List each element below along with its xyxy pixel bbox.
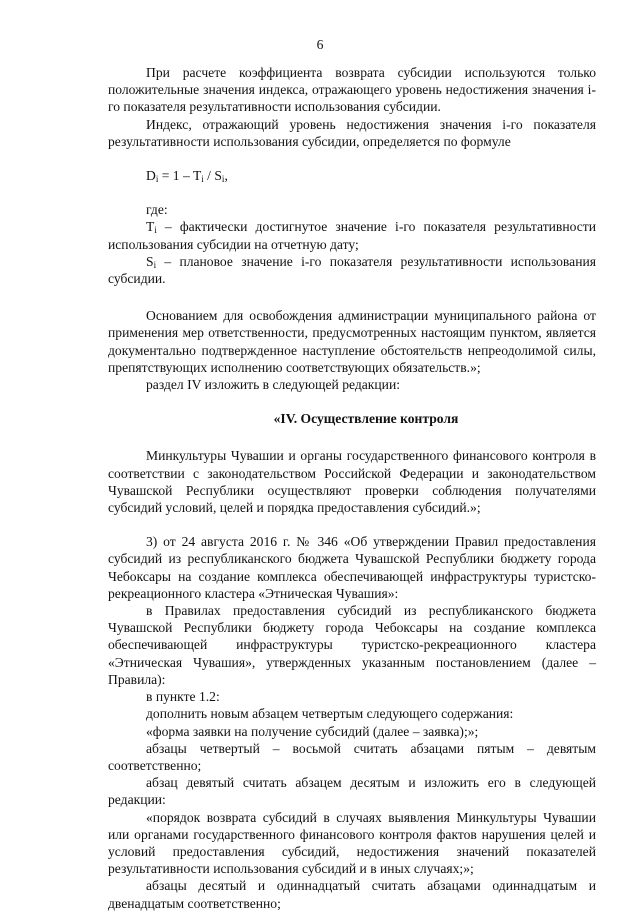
formula-end: , [224, 168, 228, 184]
spacer [108, 287, 596, 307]
paragraph: «порядок возврата субсидий в случаях выявления Минкультуры Чувашии или органами государственного финансового контроля фактов нарушения целей и условий предоставления субсидий, недостижения значений показателей результативности использования субсидий и в иных случаях;»; [108, 809, 596, 877]
paragraph: дополнить новым абзацем четвертым следующего содержания: [146, 706, 514, 722]
paragraph: Индекс, отражающий уровень недостижения значения i-го показателя результативности использования субсидии, определяется по формуле [108, 116, 596, 149]
formula-sub: i [201, 174, 204, 185]
definition-text: – фактически достигнутое значение i-го показателя результативности использования субсидии на отчетную дату; [108, 219, 596, 252]
spacer [108, 184, 596, 201]
spacer [108, 516, 596, 533]
formula-sep: / S [203, 168, 222, 184]
paragraph: абзацы десятый и одиннадцатый считать абзацами одиннадцатым и двенадцатым соответственно; [108, 878, 596, 911]
spacer [108, 393, 596, 410]
paragraph: в Правилах предоставления субсидий из республиканского бюджета Чувашской Республики бюджету города Чебоксары на создание комплекса обеспечивающей инфраструктуры туристско-рекреационного кластера «Этническая Чувашия», утвержденных указанным постановлением (далее – Правила): [108, 603, 596, 687]
paragraph: При расчете коэффициента возврата субсидии используются только положительные значения индекса, отражающего уровень недостижения значения i-го показателя результативности использования субсидии. [108, 65, 596, 115]
spacer [108, 150, 596, 167]
paragraph: 3) от 24 августа 2016 г. № 346 «Об утверждении Правил предоставления субсидий из республиканского бюджета Чувашской Республики бюджету города Чебоксары на создание комплекса обеспечивающей инфраструктуры туристско-рекреационного кластера «Этническая Чувашия»: [108, 534, 596, 601]
symbol: S [146, 253, 154, 269]
symbol: T [146, 219, 155, 235]
paragraph: абзацы четвертый – восьмой считать абзацами пятым – девятым соответственно; [108, 740, 596, 773]
paragraph: раздел IV изложить в следующей редакции: [146, 377, 401, 393]
paragraph: абзац девятый считать абзацем десятым и изложить его в следующей редакции: [108, 775, 596, 808]
document-body [108, 64, 596, 912]
paragraph: в пункте 1.2: [146, 689, 220, 705]
formula-mid: = 1 – T [158, 168, 202, 184]
symbol-sub: i [154, 225, 157, 236]
paragraph: Минкультуры Чувашии и органы государственного финансового контроля в соответствии с законодательством Российской Федерации и законодательством Чувашской Республики осуществляют проверки соблюдения получателями субсидий условий, целей и порядка предоставления субсидий.»; [108, 448, 596, 516]
formula [108, 167, 596, 184]
definition-text: – плановое значение i-го показателя результативности использования субсидии. [108, 253, 596, 287]
paragraph: Основанием для освобождения администрации муниципального района от применения мер ответственности, предусмотренных настоящим пунктом, является документально подтвержденное наступление обстоятельств непреодолимой силы, препятствующих исполнению соответствующих обязательств.»; [108, 308, 596, 375]
spacer [108, 427, 596, 447]
section-heading: «IV. Осуществление контроля [273, 411, 459, 427]
definition-t [108, 218, 596, 252]
formula-sub: i [155, 174, 159, 185]
formula-sub: i [221, 174, 225, 185]
paragraph: «форма заявки на получение субсидий (далее – заявка);»; [146, 723, 479, 739]
formula-d: D [146, 168, 156, 184]
page-number: 6 [316, 37, 324, 52]
paragraph: где: [146, 202, 168, 218]
symbol-sub: i [153, 259, 157, 270]
definition-s [108, 253, 596, 287]
